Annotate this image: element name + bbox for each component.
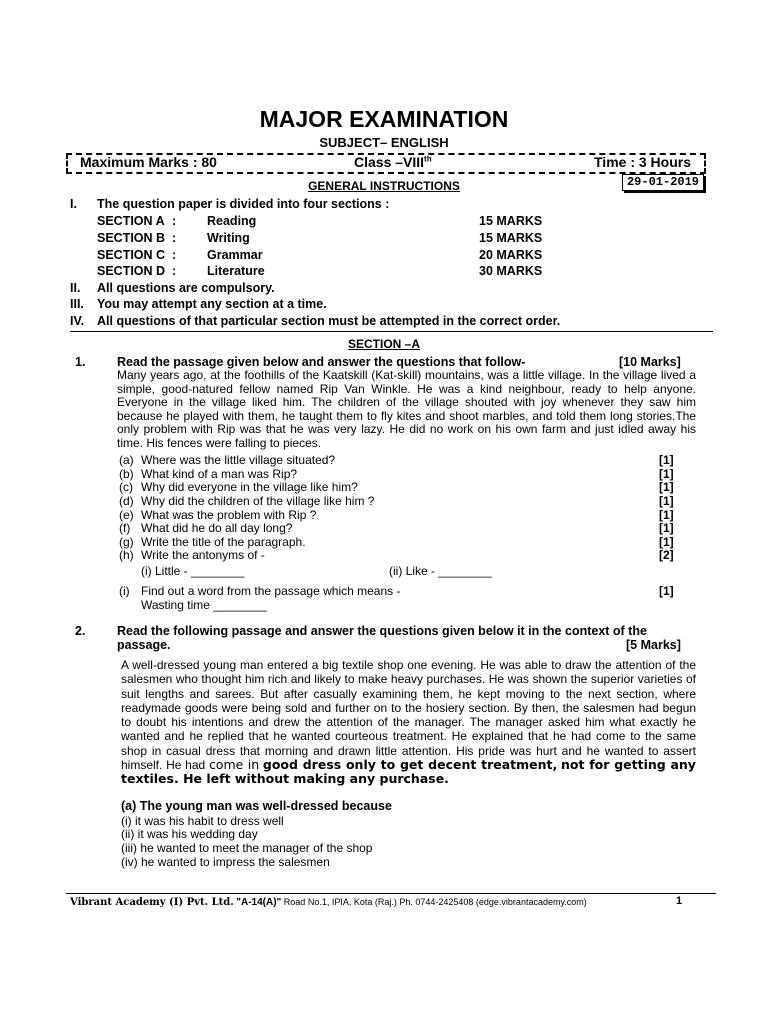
exam-date: 29-01-2019 — [622, 174, 704, 191]
section-name: SECTION A — [97, 214, 165, 228]
question-subtext: Wasting time ________ — [141, 598, 267, 612]
option-item: (iii) he wanted to meet the manager of the shop — [121, 841, 373, 855]
antonym-like: (ii) Like - ________ — [389, 564, 492, 578]
section-marks: 20 MARKS — [479, 248, 543, 262]
footer-address-bold: "A-14(A)" — [236, 897, 282, 908]
footer — [70, 897, 587, 908]
q2-passage-text: A well-dressed young man entered a big textile shop one evening. He was able to draw the attention of the salesmen who thought him rich and likely to make heavy purchases. He was shown the superior varieties of suit lengths and sarees. But after casually examining them, he kept moving to the next section, where readymade goods were being sold and further on to the hosiery section. By then, the salesmen had begun to doubt his intentions and drew the attention of the manager. The manager asked him what exactly he wanted and he replied that he wanted courteous treatment. He explained that he had come to the same shop in casual dress that morning and drawn little attention. His pride was hurt and he wanted to assert himself. He had — [121, 658, 696, 773]
question-text: Find out a word from the passage which means - — [141, 584, 401, 598]
question-text: What was the problem with Rip ? — [141, 508, 317, 522]
question-label: (b) — [119, 467, 134, 481]
instruction-text: You may attempt any section at a time. — [97, 297, 327, 311]
option-item: (iv) he wanted to impress the salesmen — [121, 855, 330, 869]
page-number: 1 — [676, 895, 683, 907]
question-text: Why did everyone in the village like him? — [141, 480, 358, 494]
question-text: Where was the little village situated? — [141, 453, 336, 467]
section-topic: Writing — [207, 231, 250, 245]
q1-number: 1. — [75, 355, 86, 369]
q2-marks: [5 Marks] — [626, 638, 681, 652]
instruction-num: II. — [70, 281, 81, 295]
instruction-num: III. — [70, 297, 84, 311]
question-marks: [2] — [659, 548, 674, 562]
q2-prompt: Read the following passage and answer the questions given below it in the context of the — [117, 624, 647, 638]
question-text: Why did the children of the village like him ? — [141, 494, 375, 508]
section-name: SECTION C — [97, 248, 166, 262]
question-marks: [1] — [659, 535, 674, 549]
question-marks: [1] — [659, 521, 674, 535]
question-label: (h) — [119, 548, 134, 562]
question-marks: [1] — [659, 480, 674, 494]
question-text: Write the antonyms of - — [141, 548, 265, 562]
option-item: (i) it was his habit to dress well — [121, 814, 284, 828]
section-topic: Grammar — [207, 248, 263, 262]
instruction-text: All questions are compulsory. — [97, 281, 275, 295]
question-label: (c) — [119, 480, 133, 494]
class-sup: th — [424, 154, 432, 164]
section-topic: Literature — [207, 264, 265, 278]
q1-passage: Many years ago, at the foothills of the Kaatskill (Kat-skill) mountains, was a little village. In the village lived a simple, good-natured fellow named Rip Van Winkle. He was a kind neighbour, ready to help anyone. Everyone in the village liked him. The children of the village shouted with joy whenever they saw him because he played with them, he taught them to fly kites and shoot marbles, and told them long stories.The only problem with Rip was that he was very lazy. He did no work on his own farm and just idled away his time. His fences were falling to pieces. — [117, 368, 696, 450]
time-limit: Time : 3 Hours — [594, 154, 691, 170]
q1-marks: [10 Marks] — [619, 355, 681, 369]
instruction-num: IV. — [70, 314, 85, 328]
section-a-heading: SECTION –A — [347, 337, 420, 351]
section-sep: : — [172, 231, 177, 245]
q2-passage — [121, 658, 696, 787]
footer-brand: Vibrant Academy (I) Pvt. Ltd. — [70, 897, 234, 908]
question-marks: [1] — [659, 494, 674, 508]
question-label: (f) — [119, 521, 131, 535]
instruction-text: All questions of that particular section must be attempted in the correct order. — [97, 314, 561, 328]
antonym-little: (i) Little - ________ — [141, 564, 245, 578]
section-marks: 15 MARKS — [479, 214, 543, 228]
section-sep: : — [172, 248, 177, 262]
section-sep: : — [172, 264, 177, 278]
q2-number: 2. — [75, 624, 86, 638]
q2-passage-tail-c: not for getting any textiles. He left without making any purchase. — [121, 757, 696, 787]
question-marks: [1] — [659, 467, 674, 481]
footer-rule — [66, 893, 716, 894]
question-label: (i) — [119, 584, 130, 598]
q1-prompt: Read the passage given below and answer the questions that follow- — [117, 355, 526, 369]
q2-passage-tail-a: come in — [208, 757, 260, 773]
section-name: SECTION D — [97, 264, 166, 278]
question-label: (d) — [119, 494, 134, 508]
section-marks: 15 MARKS — [479, 231, 543, 245]
q2-subquestion: (a) The young man was well-dressed because — [121, 799, 392, 813]
section-sep: : — [172, 214, 177, 228]
divider — [70, 331, 713, 332]
question-marks: [1] — [659, 453, 674, 467]
q2-prompt-cont: passage. — [117, 638, 171, 652]
question-marks: [1] — [659, 508, 674, 522]
question-text: What did he do all day long? — [141, 521, 293, 535]
option-item: (ii) it was his wedding day — [121, 827, 258, 841]
q2-passage-tail-b: good dress only to get decent treatment, — [262, 757, 558, 773]
question-label: (e) — [119, 508, 134, 522]
class-text: Class –VIII — [354, 154, 425, 170]
footer-address: Road No.1, IPIA, Kota (Raj.) Ph. 0744-2425408 (edge.vibrantacademy.com) — [283, 897, 587, 907]
subject-line: SUBJECT– ENGLISH — [319, 135, 449, 150]
class-label — [354, 154, 432, 170]
section-marks: 30 MARKS — [479, 264, 543, 278]
question-text: What kind of a man was Rip? — [141, 467, 298, 481]
general-instructions-heading: GENERAL INSTRUCTIONS — [308, 179, 460, 193]
section-name: SECTION B — [97, 231, 166, 245]
question-text: Write the title of the paragraph. — [141, 535, 306, 549]
question-label: (g) — [119, 535, 134, 549]
instruction-text: The question paper is divided into four sections : — [97, 197, 390, 211]
instruction-num: I. — [70, 197, 77, 211]
exam-title: MAJOR EXAMINATION — [259, 106, 509, 132]
question-marks: [1] — [659, 584, 674, 598]
section-topic: Reading — [207, 214, 257, 228]
question-label: (a) — [119, 453, 134, 467]
max-marks: Maximum Marks : 80 — [80, 154, 217, 170]
